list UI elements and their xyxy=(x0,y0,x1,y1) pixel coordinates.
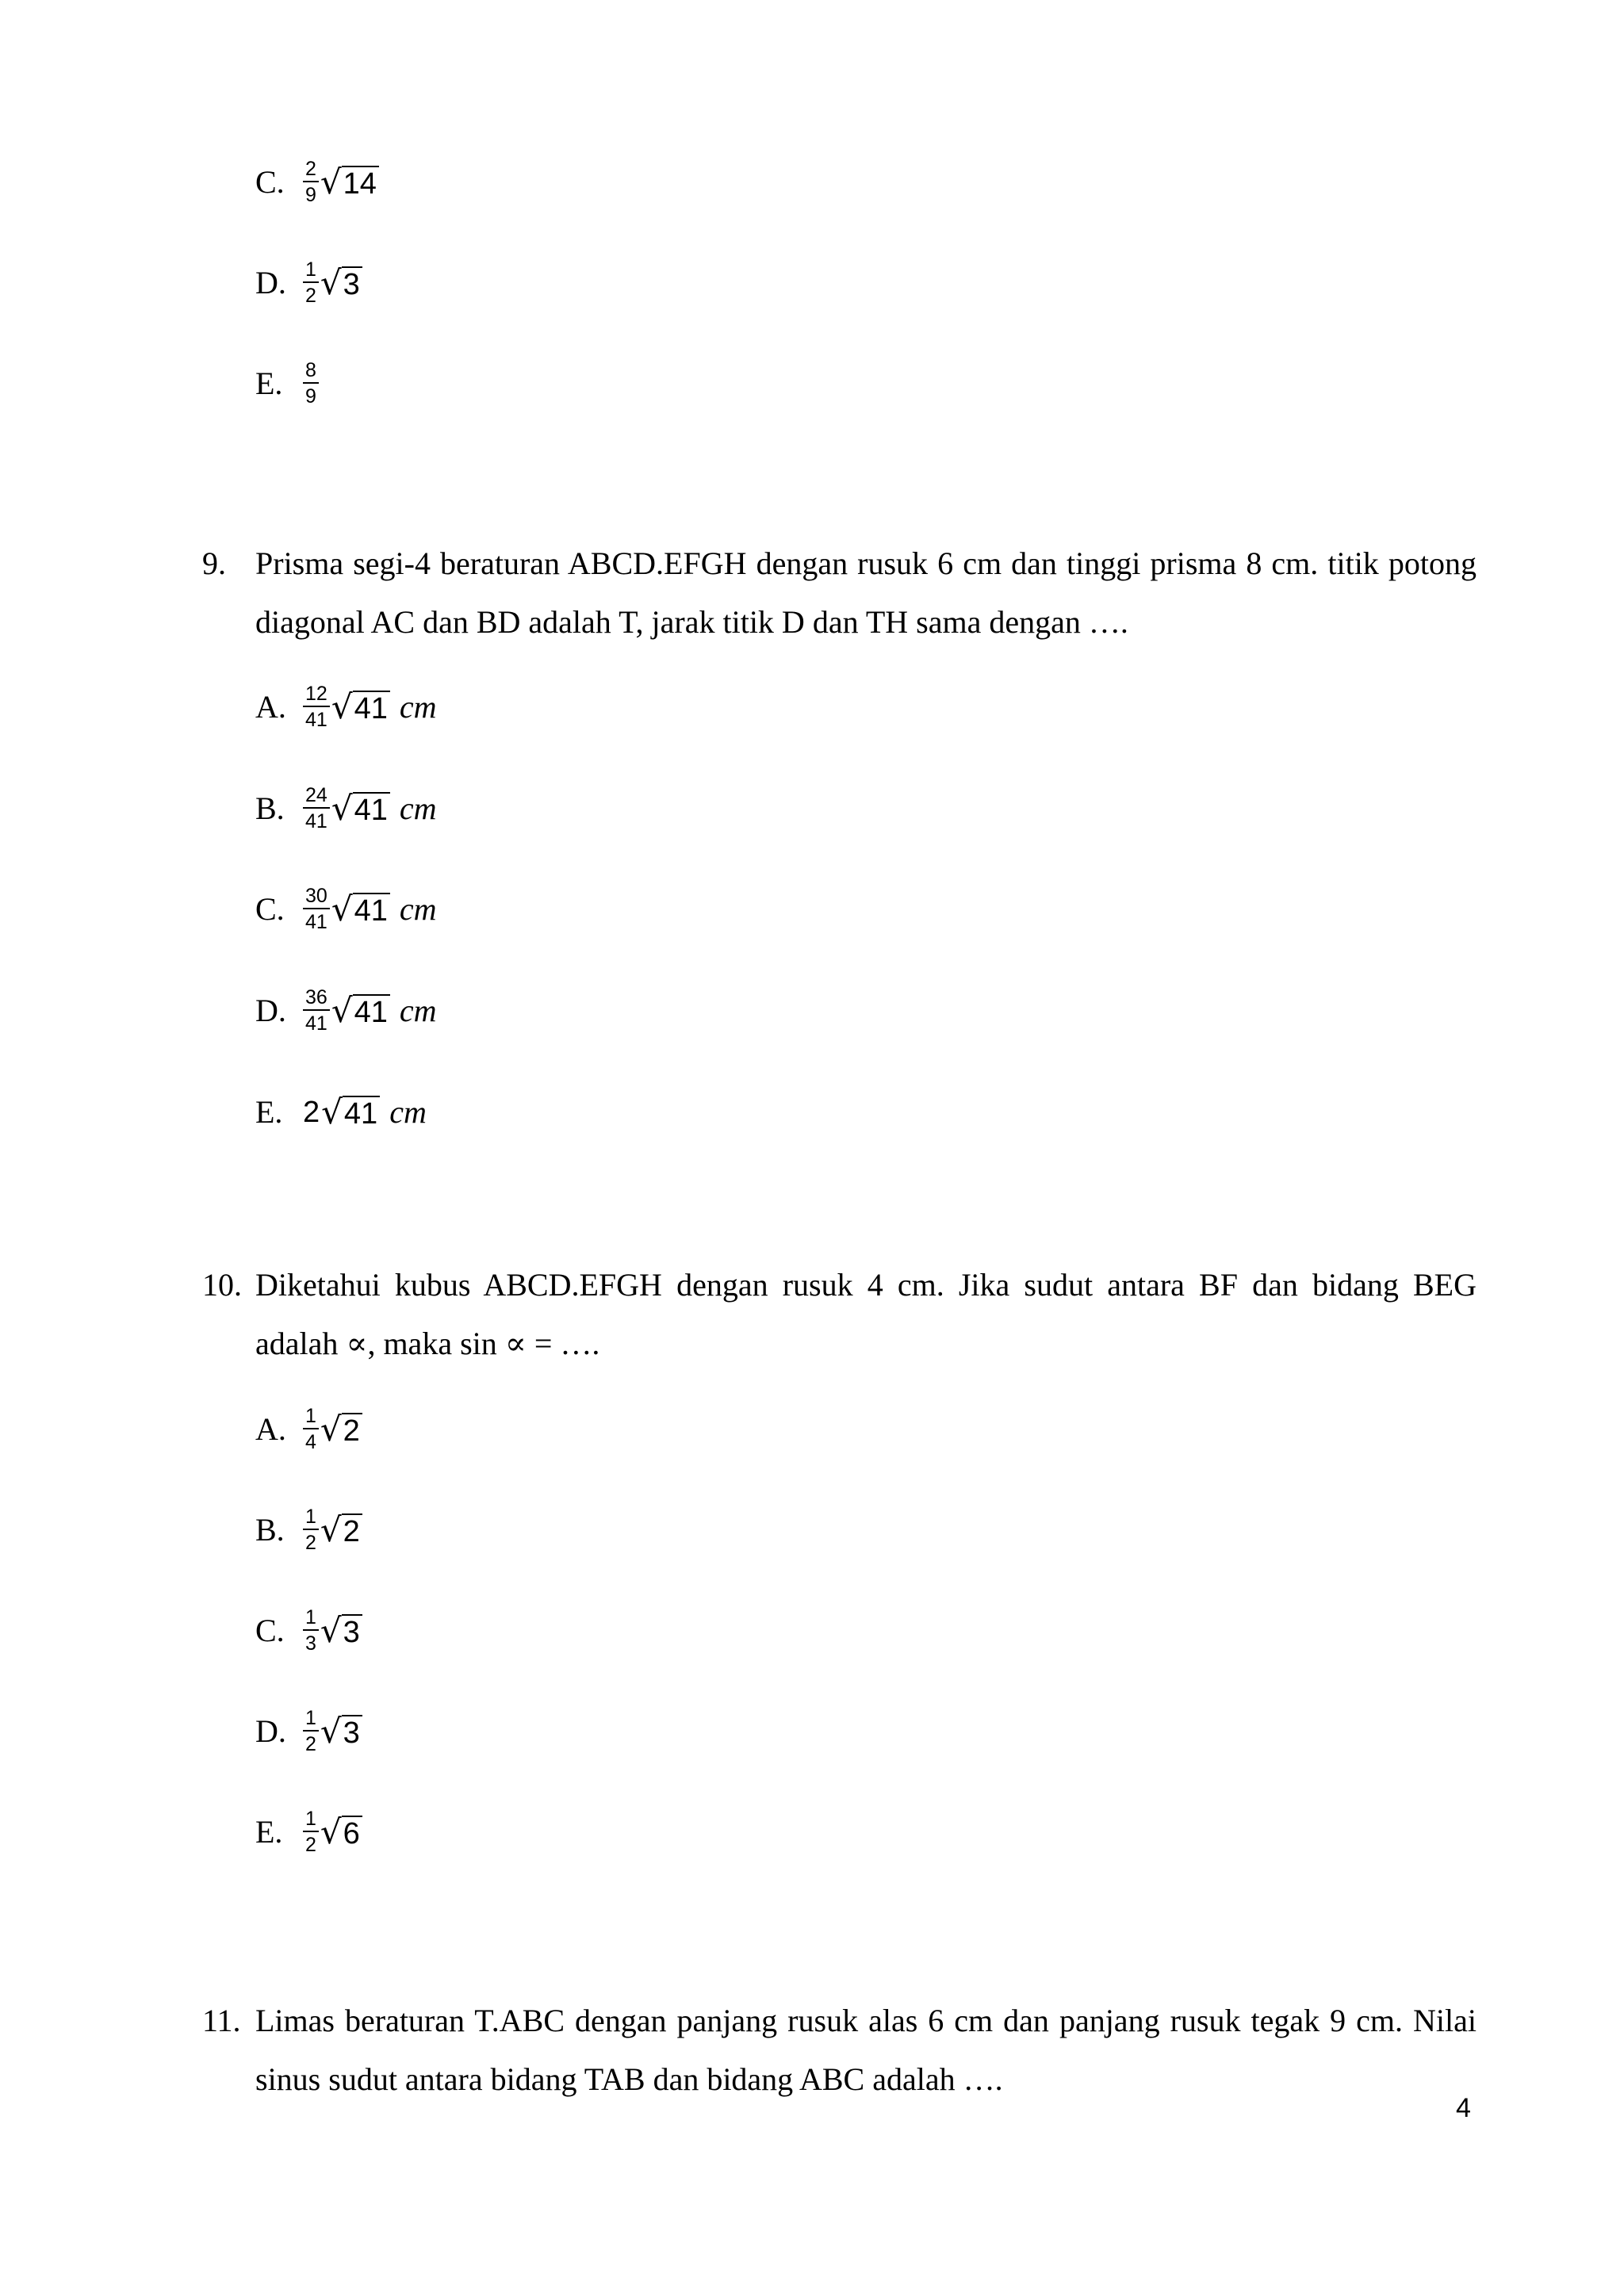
unit: cm xyxy=(399,890,437,927)
q10-option-b xyxy=(255,1506,362,1554)
q10-option-d xyxy=(255,1708,362,1755)
option-letter: C. xyxy=(255,163,285,200)
question-11 xyxy=(202,1992,1477,2109)
fraction: $\frac{30}{41}$ xyxy=(303,886,330,933)
unit: cm xyxy=(389,1094,427,1130)
question-text: Limas beraturan T.ABC dengan panjang rusuk alas 6 cm dan panjang rusuk tegak 9 cm. Nilai sinus sudut antara bidang TAB dan bidang ABC adalah …. xyxy=(255,2003,1477,2097)
q9-option-b xyxy=(255,785,437,832)
question-10 xyxy=(202,1256,1477,1373)
square-root: √ 41 xyxy=(331,792,390,825)
fraction: $\frac{1}{2}$ xyxy=(303,1708,319,1755)
q9-option-a xyxy=(255,683,437,731)
option-letter: E. xyxy=(255,365,283,401)
question-number: 11. xyxy=(202,2003,241,2038)
square-root: √ 3 xyxy=(320,266,362,300)
fraction: $\frac{2}{9}$ xyxy=(303,159,319,206)
square-root: √ 2 xyxy=(320,1513,362,1547)
option-letter: C. xyxy=(255,890,285,927)
square-root: √ 41 xyxy=(321,1096,380,1129)
option-letter: C. xyxy=(255,1612,285,1648)
option-letter: B. xyxy=(255,790,285,826)
fraction: $\frac{1}{2}$ xyxy=(303,1808,319,1856)
option-c xyxy=(255,159,379,206)
option-letter: D. xyxy=(255,992,286,1028)
square-root: √ 41 xyxy=(331,893,390,926)
option-letter: A. xyxy=(255,688,286,725)
square-root: √ 3 xyxy=(320,1614,362,1647)
q9-option-e xyxy=(255,1093,427,1131)
question-9 xyxy=(202,534,1477,652)
q9-option-d xyxy=(255,987,437,1035)
coefficient: 2 xyxy=(303,1096,320,1129)
question-text: Prisma segi-4 beraturan ABCD.EFGH dengan rusuk 6 cm dan tinggi prisma 8 cm. titik potong diagonal AC dan BD adalah T, jarak titik D dan TH sama dengan …. xyxy=(255,545,1477,640)
option-e xyxy=(255,360,320,408)
unit: cm xyxy=(399,790,437,826)
fraction: $\frac{8}{9}$ xyxy=(303,360,319,408)
fraction: $\frac{1}{4}$ xyxy=(303,1406,319,1453)
unit: cm xyxy=(399,688,437,725)
q10-option-a xyxy=(255,1406,362,1453)
fraction: $\frac{1}{2}$ xyxy=(303,1506,319,1554)
fraction: $\frac{24}{41}$ xyxy=(303,785,330,832)
fraction: $\frac{1}{2}$ xyxy=(303,259,319,307)
option-letter: E. xyxy=(255,1094,283,1130)
option-letter: A. xyxy=(255,1410,286,1447)
option-letter: E. xyxy=(255,1813,283,1850)
square-root: √ 3 xyxy=(320,1715,362,1748)
square-root: √ 14 xyxy=(320,166,379,199)
fraction: $\frac{12}{41}$ xyxy=(303,683,330,731)
q10-option-c xyxy=(255,1607,362,1655)
page-number: 4 xyxy=(1456,2093,1471,2123)
option-letter: D. xyxy=(255,1712,286,1749)
option-letter: B. xyxy=(255,1511,285,1548)
fraction: $\frac{1}{3}$ xyxy=(303,1607,319,1655)
q9-option-c xyxy=(255,886,437,933)
unit: cm xyxy=(399,992,437,1028)
question-number: 9. xyxy=(202,545,226,581)
question-text: Diketahui kubus ABCD.EFGH dengan rusuk 4 cm. Jika sudut antara BF dan bidang BEG adalah ∝, maka sin ∝ = …. xyxy=(255,1267,1477,1361)
square-root: √ 41 xyxy=(331,994,390,1027)
fraction: $\frac{36}{41}$ xyxy=(303,987,330,1035)
square-root: √ 6 xyxy=(320,1816,362,1849)
option-letter: D. xyxy=(255,264,286,300)
square-root: √ 41 xyxy=(331,691,390,724)
question-number: 10. xyxy=(202,1267,242,1303)
q10-option-e xyxy=(255,1808,362,1856)
square-root: √ 2 xyxy=(320,1413,362,1446)
option-d xyxy=(255,259,362,307)
